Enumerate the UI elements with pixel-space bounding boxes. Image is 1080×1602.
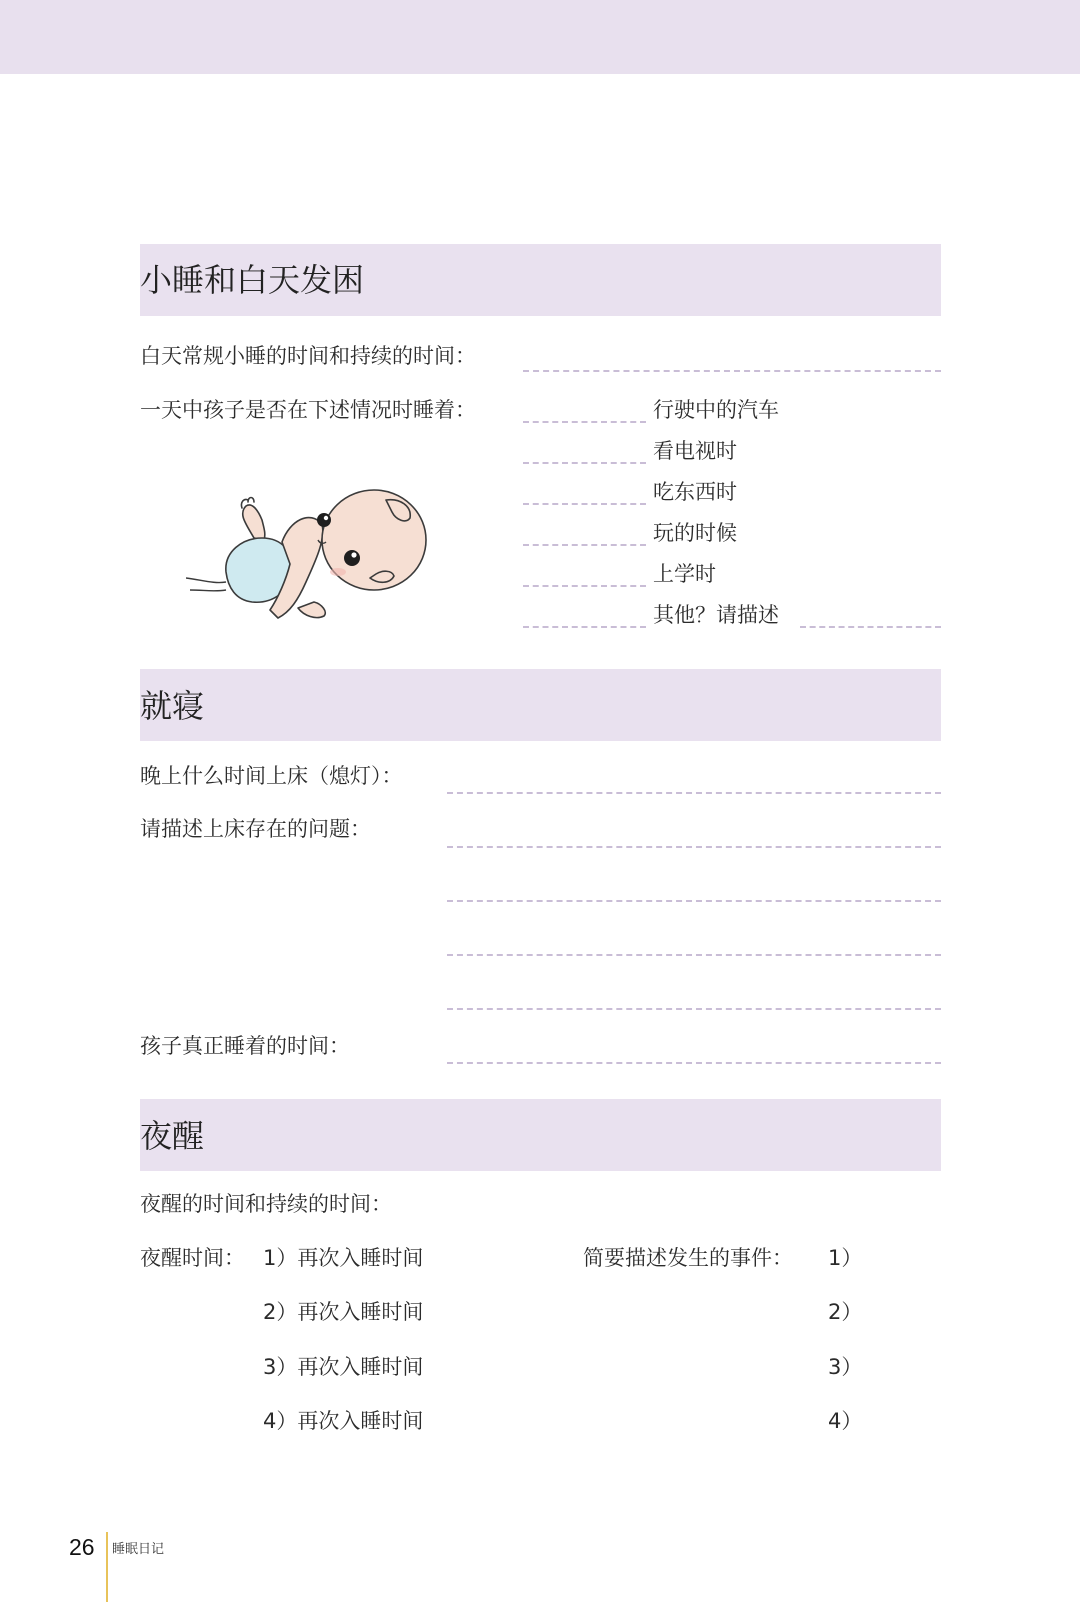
wake-row-2: 2）再次入睡时间 — [263, 1300, 424, 1324]
answer-line-problems-2[interactable] — [447, 900, 941, 902]
answer-line-option-car[interactable] — [523, 421, 646, 423]
answer-line-time-to-bed[interactable] — [447, 792, 941, 794]
option-school: 上学时 — [653, 562, 716, 586]
option-car: 行驶中的汽车 — [653, 398, 779, 422]
event-number-3: 3） — [828, 1355, 863, 1379]
section-title-night-waking: 夜醒 — [140, 1117, 205, 1155]
answer-line-problems-4[interactable] — [447, 1008, 941, 1010]
label-brief-events: 简要描述发生的事件： — [583, 1246, 793, 1270]
answer-line-option-tv[interactable] — [523, 462, 646, 464]
top-header-band — [0, 0, 1080, 74]
footer-divider — [106, 1532, 108, 1602]
answer-line-problems-1[interactable] — [447, 846, 941, 848]
answer-line-option-playing[interactable] — [523, 544, 646, 546]
option-other: 其他？请描述 — [653, 603, 779, 627]
section-bar-bedtime — [140, 669, 941, 741]
question-bedtime-problems: 请描述上床存在的问题： — [140, 817, 371, 841]
baby-raised-leg — [243, 505, 265, 540]
option-eating: 吃东西时 — [653, 480, 737, 504]
question-regular-nap: 白天常规小睡的时间和持续的时间： — [140, 344, 476, 368]
section-bar-night-waking — [140, 1099, 941, 1171]
question-fall-asleep: 一天中孩子是否在下述情况时睡着： — [140, 398, 476, 422]
baby-illustration — [186, 480, 436, 645]
question-time-to-bed: 晚上什么时间上床（熄灯）： — [140, 764, 403, 788]
answer-line-actual-sleep-time[interactable] — [447, 1062, 941, 1064]
section-title-bedtime: 就寝 — [140, 687, 205, 725]
question-actual-sleep-time: 孩子真正睡着的时间： — [140, 1034, 350, 1058]
answer-line-regular-nap[interactable] — [523, 370, 941, 372]
wake-row-3: 3）再次入睡时间 — [263, 1355, 424, 1379]
answer-line-problems-3[interactable] — [447, 954, 941, 956]
answer-line-option-eating[interactable] — [523, 503, 646, 505]
label-wake-time: 夜醒时间： — [140, 1246, 245, 1270]
page-number: 26 — [69, 1534, 95, 1560]
answer-line-option-other[interactable] — [523, 626, 646, 628]
question-night-waking-time: 夜醒的时间和持续的时间： — [140, 1192, 392, 1216]
option-playing: 玩的时候 — [653, 521, 737, 545]
answer-line-option-school[interactable] — [523, 585, 646, 587]
wake-row-4: 4）再次入睡时间 — [263, 1409, 424, 1433]
book-title: 睡眠日记 — [112, 1542, 165, 1557]
event-number-1: 1） — [828, 1246, 863, 1270]
section-title-nap: 小睡和白天发困 — [140, 261, 365, 299]
answer-line-other-describe[interactable] — [800, 626, 941, 628]
event-number-4: 4） — [828, 1409, 863, 1433]
baby-eye-left — [317, 513, 331, 527]
option-tv: 看电视时 — [653, 439, 737, 463]
wake-row-1: 1）再次入睡时间 — [263, 1246, 424, 1270]
event-number-2: 2） — [828, 1300, 863, 1324]
baby-eye-right — [344, 550, 360, 566]
